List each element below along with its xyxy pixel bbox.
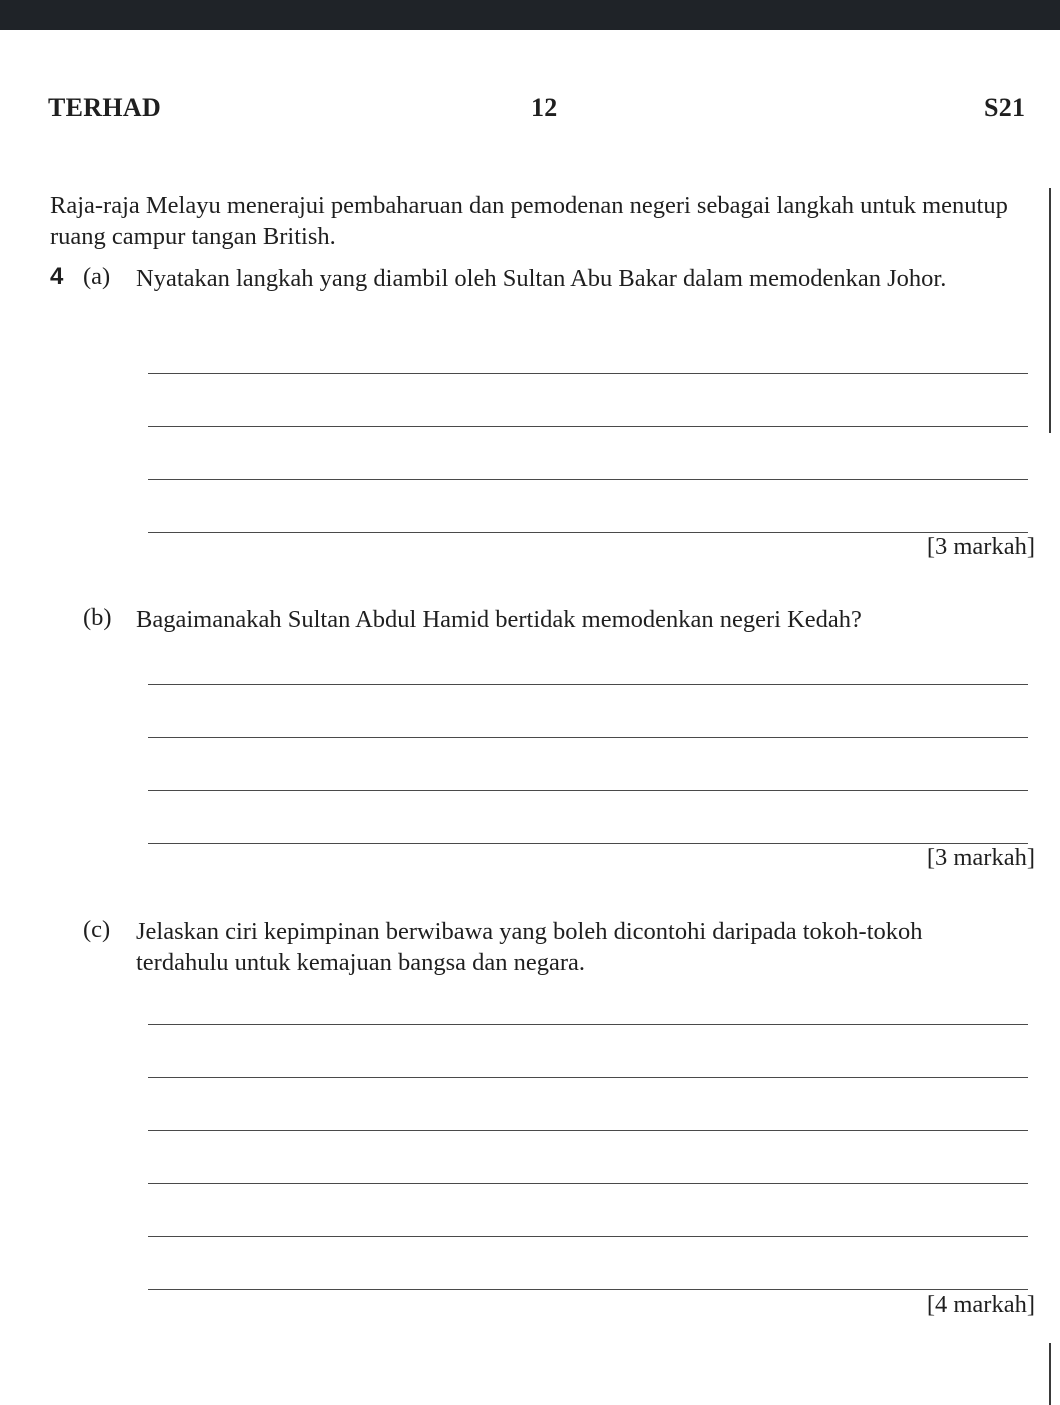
part-a-answer-line[interactable] <box>148 532 1028 533</box>
part-c-marks: [4 markah] <box>926 1291 1035 1318</box>
part-a-answer-line[interactable] <box>148 426 1028 427</box>
part-a-question: Nyatakan langkah yang diambil oleh Sultan Abu Bakar dalam memodenkan Johor. <box>136 265 947 292</box>
part-b-answer-line[interactable] <box>148 737 1028 738</box>
part-c-answer-line[interactable] <box>148 1183 1028 1184</box>
part-a-answer-line[interactable] <box>148 373 1028 374</box>
part-c-answer-line[interactable] <box>148 1130 1028 1131</box>
part-b-marks: [3 markah] <box>926 844 1035 871</box>
part-a-marks: [3 markah] <box>926 533 1035 560</box>
part-c-label: (c) <box>83 916 111 943</box>
part-c-answer-line[interactable] <box>148 1077 1028 1078</box>
intro-passage: Raja-raja Melayu menerajui pembaharuan dan pemodenan negeri sebagai langkah untuk menutup ruang campur tangan British. <box>50 192 1008 250</box>
part-b-question: Bagaimanakah Sultan Abdul Hamid bertidak memodenkan negeri Kedah? <box>136 606 862 633</box>
part-c-answer-line[interactable] <box>148 1289 1028 1290</box>
question-number: 4 <box>50 263 64 290</box>
part-b-label: (b) <box>83 604 112 631</box>
header-paper-code: S21 <box>984 93 1026 122</box>
part-a-answer-line[interactable] <box>148 479 1028 480</box>
part-b-answer-line[interactable] <box>148 684 1028 685</box>
header-classification: TERHAD <box>48 93 162 122</box>
part-c-answer-line[interactable] <box>148 1236 1028 1237</box>
part-c-answer-line[interactable] <box>148 1024 1028 1025</box>
margin-rule-lower <box>1049 1343 1051 1405</box>
header-page-number: 12 <box>531 93 558 122</box>
part-b-answer-line[interactable] <box>148 843 1028 844</box>
top-dark-bar <box>0 0 1060 30</box>
margin-rule-upper <box>1049 188 1051 433</box>
part-a-label: (a) <box>83 263 111 290</box>
part-c-question: Jelaskan ciri kepimpinan berwibawa yang boleh dicontohi daripada tokoh-tokoh terdahulu untuk kemajuan bangsa dan negara. <box>136 918 923 976</box>
part-b-answer-line[interactable] <box>148 790 1028 791</box>
